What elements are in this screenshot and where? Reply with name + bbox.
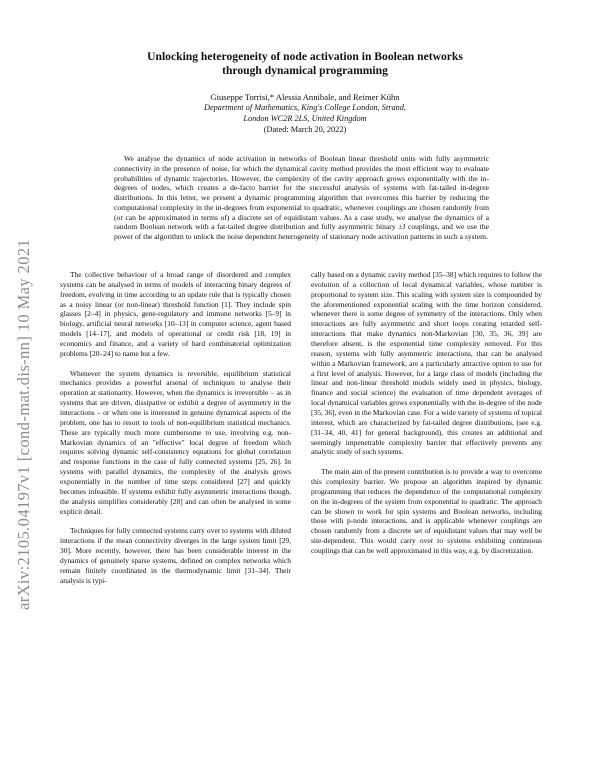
paragraph-cavity-method: cally based on a dynamic cavity method [35–38] which requires to follow the evolution of a collection of local dynamical variables, whose number is proportional to system size. This scaling with system size is compounded by the aforementioned exponential scaling with the time horizon considered, whenever there is some degree of symmetry of the interactions. Only when interactions are fully asymmetric and short loops creating retarded self-interactions that make dynamics non-Markovian [30, 35, 36, 39] are therefore absent, is the exponential time complexity removed. For this reason, systems with fully asymmetric interactions, that can be analysed within a Markovian framework, are a particularly attractive option to use for a first level of analysis. However, for a large class of models (including the linear and non-linear threshold models widely used in physics, biology, finance and social science) the evaluation of time dependent averages of local dynamical variables grows exponentially with the in-degree of the node [35, 36], even in the Markovian case. For a wide variety of systems of topical interest, which are characterized by fat-tailed degree distributions, (see e.g. [31–34, 40, 41] for general background), this creates an additional and seemingly impenetrable complexity barrier that effectively prevents any analytic study of such systems. — [311, 270, 542, 457]
right-column — [311, 270, 542, 556]
paper-title — [60, 50, 550, 78]
paragraph-techniques: Techniques for fully connected systems carry over to systems with diluted interactions if the mean connectivity diverges in the large system limit [29, 30]. More recently, however, there has been considerable interest in the dynamics of genuinely sparse systems, defined on complex networks which remain finitely coordinated in the thermodynamic limit [31–34]. Their analysis is typi- — [60, 526, 291, 585]
affiliation-line-1: Department of Mathematics, King's College London, Strand, — [203, 103, 407, 112]
title-line-2: through dynamical programming — [222, 64, 388, 77]
abstract: We analyse the dynamics of node activation in networks of Boolean linear threshold units with fully asymmetric connectivity in the presence of noise, for which the dynamical cavity method provides the most efficient way to evaluate probabilities of dynamic trajectories. However, the complexity of the cavity approach grows exponentially with the in-degrees of nodes, which creates a de-facto barrier for the successful analysis of systems with fat-tailed in-degree distributions. In this letter, we present a dynamic programming algorithm that overcomes this barrier by reducing the computational complexity in the in-degrees from exponential to quadratic, whenever couplings are chosen randomly from (or can be approximated in terms of) a discrete set of equidistant values. As a case study, we analyse the dynamics of a random Boolean network with a fat-tailed degree distribution and fully asymmetric binary ±J couplings, and we use the power of the algorithm to unlock the noise dependent heterogeneity of stationary node activation patterns in such a system. — [114, 154, 489, 241]
paper-header — [60, 50, 550, 135]
left-column — [60, 270, 291, 586]
paragraph-intro: The collective behaviour of a broad range of disordered and complex systems can be analysed in terms of models of interacting binary degrees of freedom, evolving in time according to an update rule that is typically chosen as a noisy linear (or non-linear) threshold function [1]. They include spin glasses [2–4] in physics, gene-regulatory and immune networks [5–9] in biology, artificial neural networks [10–13] in computer science, agent based models [14–17], and models of operational or credit risk [18, 19] in economics and finance, and a variety of hard combinatorial optimization problems [20–24] to name but a few. — [60, 270, 291, 358]
affiliation-line-2: London WC2R 2LS, United Kingdom — [243, 113, 367, 123]
date-line: (Dated: March 20, 2022) — [263, 125, 347, 134]
arxiv-identifier: arXiv:2105.04197v1 [cond-mat.dis-nn] 10 May 2021 — [14, 238, 33, 610]
paragraph-main-aim: The main aim of the present contribution is to provide a way to overcome this complexity barrier. We propose an algorithm inspired by dynamic programming that reduces the dependence of the computational complexity on the in-degrees of the system from exponential to quadratic. The approach can be shown to work for spin systems and Boolean networks, including those with p-node interactions, and is applicable whenever couplings are chosen randomly from a discrete set of equidistant values that may well be site-dependent. This would carry over to systems exhibiting continuous couplings that can be well approximated in this way, e.g. by discretization. — [311, 467, 542, 556]
authors: Giuseppe Torrisi,* Alessia Annibale, and Reimer Kühn — [210, 92, 400, 102]
title-line-1: Unlocking heterogeneity of node activation in Boolean networks — [147, 50, 463, 63]
paragraph-dynamics: Whenever the system dynamics is reversible, equilibrium statistical mechanics provides a powerful arsenal of techniques to analyse their operation at stationarity. However, when the dynamics is irreversible – as in systems that are driven, dissipative or exhibit a degree of asymmetry in the interactions – or when one is interested in genuine dynamical aspects of the problem, one has to resort to tools of non-equilibrium statistical mechanics. These are typically much more cumbersome to use, involving e.g. non-Markovian dynamics of an "effective" local degree of freedom which requires solving dynamic self-consistency equations for global correlation and response functions in the case of fully connected systems [25, 26]. In systems with parallel dynamics, the complexity of the analysis grows exponentially in the number of time steps considered [27] and quickly becomes infeasible. If systems exhibit fully asymmetric interactions though, the analysis simplifies considerably [28] and can often be analysed in some explicit detail. — [60, 368, 291, 516]
